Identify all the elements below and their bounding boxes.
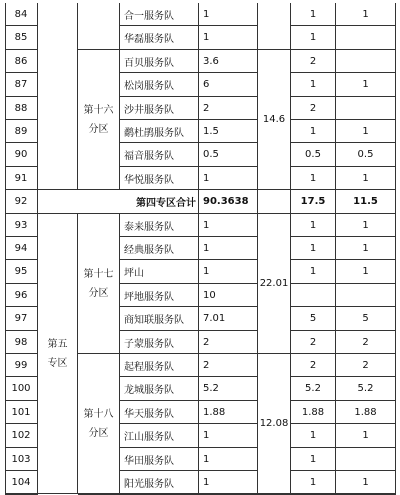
division-18-total: 12.08 [258,354,291,494]
value-1: 1.5 [199,120,258,143]
value-4: 1 [336,424,396,448]
value-3: 1 [291,214,336,237]
team-name: 华悦服务队 [120,167,199,190]
team-name: 福音服务队 [120,143,199,167]
row-number: 91 [5,167,38,190]
row-number: 95 [5,260,38,284]
value-1: 2 [199,331,258,354]
value-3: 1 [291,73,336,97]
team-name: 合一服务队 [120,3,199,26]
row-number: 93 [5,214,38,237]
value-1: 1 [199,214,258,237]
subtotal-value-4: 11.5 [336,190,396,214]
team-name: 华磊服务队 [120,26,199,50]
value-3: 5.2 [291,377,336,401]
team-name: 华田服务队 [120,448,199,471]
value-4: 5 [336,307,396,331]
team-name: 华天服务队 [120,401,199,424]
value-1: 7.01 [199,307,258,331]
value-4: 1 [336,73,396,97]
value-4: 1 [336,167,396,190]
team-name: 商知联服务队 [120,307,199,331]
team-name: 江山服务队 [120,424,199,448]
subtotal-label: 第四专区合计 [38,190,199,214]
value-4: 1 [336,471,396,494]
value-3: 1 [291,120,336,143]
value-4: 5.2 [336,377,396,401]
team-name: 子蒙服务队 [120,331,199,354]
value-1: 1 [199,471,258,494]
value-1: 1 [199,237,258,260]
value-1: 3.6 [199,50,258,73]
team-name: 沙井服务队 [120,97,199,120]
row-number: 101 [5,401,38,424]
value-3: 2 [291,50,336,73]
team-name: 松岗服务队 [120,73,199,97]
value-3: 1 [291,237,336,260]
row-number: 89 [5,120,38,143]
division-17-total: 22.01 [258,214,291,354]
row-number: 88 [5,97,38,120]
data-table [5,3,396,494]
team-name: 经典服务队 [120,237,199,260]
row-number: 100 [5,377,38,401]
row-number: 103 [5,448,38,471]
team-name: 起程服务队 [120,354,199,377]
value-1: 5.2 [199,377,258,401]
division-18: 第十八分区 [78,354,120,494]
row-number: 87 [5,73,38,97]
value-3: 2 [291,97,336,120]
value-1: 6 [199,73,258,97]
division-16: 第十六分区 [78,50,120,190]
subtotal-value-1: 90.3638 [199,190,258,214]
row-number: 85 [5,26,38,50]
value-3: 1.88 [291,401,336,424]
row-number: 96 [5,284,38,307]
subtotal-row-number: 92 [5,190,38,214]
value-1: 0.5 [199,143,258,167]
value-3: 2 [291,331,336,354]
value-1: 1 [199,167,258,190]
team-name: 泰来服务队 [120,214,199,237]
team-name: 阳光服务队 [120,471,199,494]
value-4: 1 [336,237,396,260]
value-3: 2 [291,354,336,377]
team-name: 坪山 [120,260,199,284]
value-3: 1 [291,3,336,26]
value-4: 1 [336,3,396,26]
value-4: 1.88 [336,401,396,424]
division-16-total: 14.6 [258,50,291,190]
row-number: 84 [5,3,38,26]
value-1: 1 [199,3,258,26]
subtotal-value-3: 17.5 [291,190,336,214]
team-name: 百贝服务队 [120,50,199,73]
division-17: 第十七分区 [78,214,120,354]
value-3: 1 [291,167,336,190]
value-4: 0.5 [336,143,396,167]
value-1: 1.88 [199,401,258,424]
value-4: 1 [336,214,396,237]
team-name: 鹬杜鹃服务队 [120,120,199,143]
value-1: 1 [199,448,258,471]
value-1: 1 [199,424,258,448]
row-number: 97 [5,307,38,331]
value-3: 1 [291,471,336,494]
value-3: 1 [291,424,336,448]
zone-5: 第五专区 [38,214,78,494]
value-1: 2 [199,97,258,120]
value-3: 1 [291,260,336,284]
team-name: 坪地服务队 [120,284,199,307]
value-4: 2 [336,354,396,377]
table-frame [5,3,396,494]
row-number: 98 [5,331,38,354]
row-number: 102 [5,424,38,448]
value-4: 2 [336,331,396,354]
value-3: 0.5 [291,143,336,167]
value-1: 1 [199,26,258,50]
value-1: 10 [199,284,258,307]
row-number: 104 [5,471,38,494]
value-3: 1 [291,26,336,50]
value-3: 5 [291,307,336,331]
value-4: 1 [336,120,396,143]
value-3: 1 [291,448,336,471]
row-number: 86 [5,50,38,73]
value-1: 2 [199,354,258,377]
value-1: 1 [199,260,258,284]
value-4: 1 [336,260,396,284]
row-number: 99 [5,354,38,377]
row-number: 90 [5,143,38,167]
team-name: 龙城服务队 [120,377,199,401]
row-number: 94 [5,237,38,260]
